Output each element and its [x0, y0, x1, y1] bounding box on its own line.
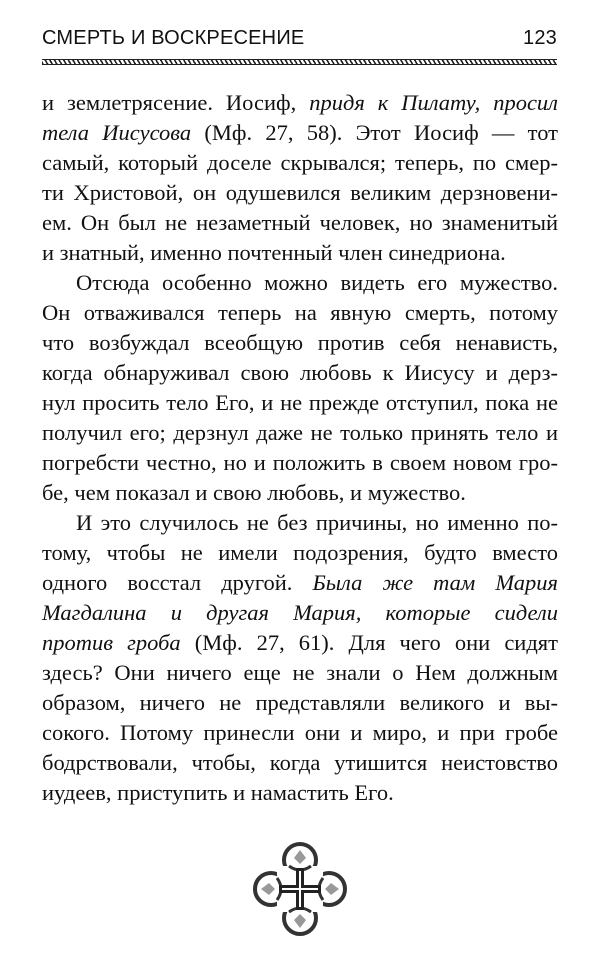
text-segment: когда обнаруживал свою любовь к Иисусу и дерз- [42, 360, 558, 385]
text-segment: получил его; дерзнул даже не только принять тело и [42, 420, 558, 445]
text-segment: и знатный, именно почтенный член синедриона. [42, 240, 506, 265]
italic-quote-text: придя к Пилату, просил [309, 90, 558, 115]
text-segment: и землетрясение. Иосиф, [42, 90, 310, 115]
text-segment: сокого. Потому принесли они и миро, и при гробе [42, 720, 558, 745]
text-segment: ем. Он был не незаметный человек, но знаменитый [42, 210, 558, 235]
text-segment: здесь? Они ничего еще не знали о Нем должным [42, 660, 558, 685]
text-line [42, 448, 558, 478]
text-line [42, 118, 558, 148]
text-line [42, 148, 558, 178]
text-line [42, 298, 558, 328]
text-line [42, 778, 558, 808]
italic-quote-text: против гроба [42, 630, 181, 655]
text-line [42, 88, 558, 118]
text-segment: бе, чем показал и свою любовь, и мужество. [42, 480, 466, 505]
text-line [42, 628, 558, 658]
page-body-text [42, 88, 558, 808]
text-segment: погребсти честно, но и положить в своем новом гро- [42, 450, 558, 475]
text-line [42, 598, 558, 628]
text-segment: бодрствовали, чтобы, когда утишится неистовство [42, 750, 558, 775]
text-segment: одного восстал другой. [42, 570, 313, 595]
text-line [42, 388, 558, 418]
text-line [42, 568, 558, 598]
page-number: 123 [523, 27, 557, 49]
running-title: СМЕРТЬ И ВОСКРЕСЕНИЕ [42, 27, 305, 49]
text-line [42, 658, 558, 688]
paragraph [42, 508, 558, 808]
text-line [42, 718, 558, 748]
decorative-rule [42, 59, 557, 65]
italic-quote-text: тела Иисусова [42, 120, 192, 145]
paragraph [42, 88, 558, 268]
text-line [42, 268, 558, 298]
text-segment: (Мф. 27, 58). Этот Иосиф — тот [191, 120, 558, 145]
text-segment: иудеев, приступить и намастить Его. [42, 780, 394, 805]
text-line [42, 688, 558, 718]
italic-quote-text: Магдалина и другая Мария, которые сидели [42, 600, 558, 625]
text-segment: Он отваживался теперь на явную смерть, потому [42, 300, 558, 325]
text-segment: (Мф. 27, 61). Для чего они сидят [180, 630, 558, 655]
text-segment: ти Христовой, он одушевился великим дерзновени- [42, 180, 558, 205]
text-line [42, 478, 558, 508]
text-line [42, 358, 558, 388]
paragraph [42, 268, 558, 508]
text-line [42, 748, 558, 778]
text-segment: самый, который доселе скрывался; теперь, по смер- [42, 150, 558, 175]
text-segment: И это случилось не без причины, но именно по- [76, 510, 558, 535]
text-line [42, 418, 558, 448]
text-line [42, 328, 558, 358]
text-segment: Отсюда особенно можно видеть его мужество. [76, 270, 558, 295]
running-header [42, 22, 557, 50]
cross-ornament-icon [253, 842, 347, 936]
text-segment: образом, ничего не представляли великого и вы- [42, 690, 558, 715]
text-segment: что возбуждал всеобщую против себя ненависть, [42, 330, 558, 355]
text-line [42, 238, 558, 268]
text-line [42, 178, 558, 208]
text-line [42, 208, 558, 238]
text-line [42, 538, 558, 568]
text-line [42, 508, 558, 538]
text-segment: нул просить тело Его, и не прежде отступил, пока не [42, 390, 558, 415]
text-segment: тому, чтобы не имели подозрения, будто вместо [42, 540, 558, 565]
italic-quote-text: Была же там Мария [312, 570, 558, 595]
